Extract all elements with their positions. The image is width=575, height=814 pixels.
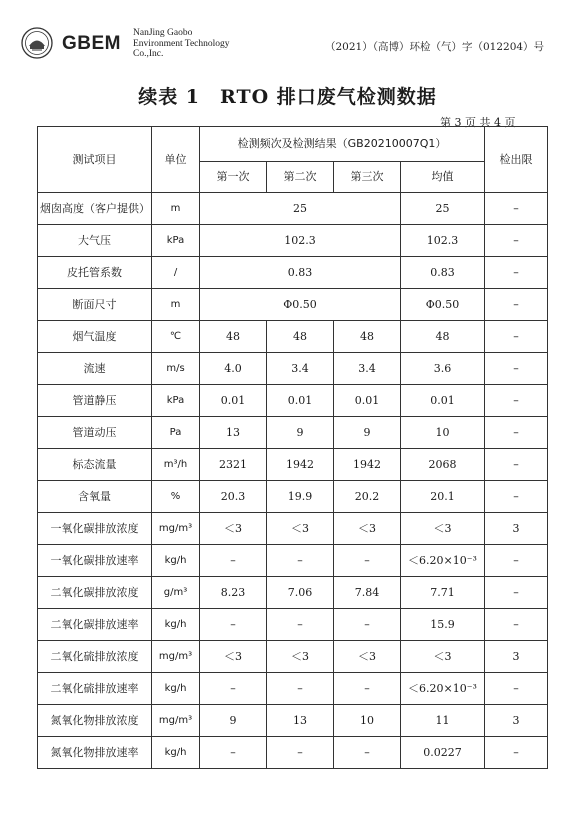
row-unit: mg/m³ [152,513,200,545]
header-results: 检测频次及检测结果（GB20210007Q1） [200,127,485,162]
row-limit: – [485,417,548,449]
row-value-third: – [334,737,401,769]
row-value-mean: 3.6 [401,353,485,385]
table-row [38,257,548,289]
row-value-first: 0.01 [200,385,267,417]
table-row [38,513,548,545]
row-value-first: 13 [200,417,267,449]
row-value-third: 3.4 [334,353,401,385]
row-value-third: – [334,609,401,641]
row-value-mean: 15.9 [401,609,485,641]
row-unit: mg/m³ [152,641,200,673]
row-limit: – [485,481,548,513]
row-limit: 3 [485,705,548,737]
row-limit: – [485,737,548,769]
row-value-first: – [200,545,267,577]
row-value-third: – [334,673,401,705]
emission-data-table [37,126,548,769]
row-value-third: 1942 [334,449,401,481]
row-unit: kg/h [152,737,200,769]
row-value-merged: 102.3 [200,225,401,257]
row-unit: ℃ [152,321,200,353]
row-limit: – [485,353,548,385]
row-value-second: 9 [267,417,334,449]
row-value-merged: Φ0.50 [200,289,401,321]
row-value-second: ＜3 [267,513,334,545]
row-value-first: 48 [200,321,267,353]
row-item: 烟囱高度（客户提供） [38,193,152,225]
header-second: 第二次 [267,162,334,193]
row-item: 管道动压 [38,417,152,449]
row-value-first: 2321 [200,449,267,481]
row-value-mean: 0.01 [401,385,485,417]
row-item: 二氧化碳排放速率 [38,609,152,641]
row-value-second: 19.9 [267,481,334,513]
header-item: 测试项目 [38,127,152,193]
company-name [133,28,230,60]
row-value-second: – [267,545,334,577]
row-value-mean: 25 [401,193,485,225]
row-unit: m/s [152,353,200,385]
row-item: 管道静压 [38,385,152,417]
table-row [38,481,548,513]
row-value-mean: ＜6.20×10⁻³ [401,545,485,577]
table-row [38,385,548,417]
header-unit: 单位 [152,127,200,193]
table-row [38,705,548,737]
row-unit: mg/m³ [152,705,200,737]
row-value-first: ＜3 [200,641,267,673]
row-value-mean: 20.1 [401,481,485,513]
row-value-third: 48 [334,321,401,353]
row-limit: 3 [485,641,548,673]
row-unit: / [152,257,200,289]
company-name-line: Environment Technology [133,38,230,49]
table-row [38,577,548,609]
row-limit: – [485,673,548,705]
row-value-third: 10 [334,705,401,737]
row-value-second: 7.06 [267,577,334,609]
row-unit: m³/h [152,449,200,481]
company-seal-logo [21,27,53,59]
row-value-mean: 102.3 [401,225,485,257]
company-name-line: NanJing Gaobo [133,28,193,38]
table-row [38,673,548,705]
header-third: 第三次 [334,162,401,193]
row-value-first: 20.3 [200,481,267,513]
table-row [38,641,548,673]
row-value-second: – [267,737,334,769]
row-value-third: 7.84 [334,577,401,609]
row-limit: – [485,225,548,257]
row-value-mean: ＜3 [401,641,485,673]
row-unit: kg/h [152,609,200,641]
table-row [38,417,548,449]
row-value-mean: 7.71 [401,577,485,609]
row-value-first: 9 [200,705,267,737]
row-item: 一氧化碳排放速率 [38,545,152,577]
row-limit: – [485,545,548,577]
row-unit: g/m³ [152,577,200,609]
table-row [38,289,548,321]
row-value-mean: 10 [401,417,485,449]
row-value-second: – [267,609,334,641]
row-item: 含氧量 [38,481,152,513]
row-value-second: 1942 [267,449,334,481]
table-row [38,321,548,353]
header-first: 第一次 [200,162,267,193]
row-limit: 3 [485,513,548,545]
document-number: （2021）（高博）环检（气）字（012204）号 [325,41,545,53]
header-limit: 检出限 [485,127,548,193]
row-unit: m [152,289,200,321]
row-limit: – [485,257,548,289]
row-unit: kg/h [152,673,200,705]
row-value-third: – [334,545,401,577]
table-row [38,737,548,769]
row-value-third: 0.01 [334,385,401,417]
row-item: 二氧化硫排放浓度 [38,641,152,673]
row-item: 流速 [38,353,152,385]
row-item: 氮氧化物排放速率 [38,737,152,769]
table-row [38,193,548,225]
row-item: 氮氧化物排放浓度 [38,705,152,737]
row-limit: – [485,577,548,609]
row-limit: – [485,321,548,353]
table-row [38,545,548,577]
row-item: 二氧化硫排放速率 [38,673,152,705]
row-item: 断面尺寸 [38,289,152,321]
row-item: 标态流量 [38,449,152,481]
row-value-first: 8.23 [200,577,267,609]
row-value-third: ＜3 [334,641,401,673]
row-unit: kPa [152,385,200,417]
row-value-mean: 2068 [401,449,485,481]
table-row [38,353,548,385]
row-value-mean: 0.0227 [401,737,485,769]
row-value-second: 3.4 [267,353,334,385]
row-value-third: ＜3 [334,513,401,545]
row-value-first: ＜3 [200,513,267,545]
row-value-merged: 0.83 [200,257,401,289]
company-name-line: Co.,Inc. [133,49,164,59]
row-value-mean: 0.83 [401,257,485,289]
row-value-third: 20.2 [334,481,401,513]
row-unit: m [152,193,200,225]
row-item: 烟气温度 [38,321,152,353]
row-limit: – [485,449,548,481]
row-limit: – [485,289,548,321]
row-value-first: – [200,609,267,641]
header-mean: 均值 [401,162,485,193]
row-value-mean: ＜3 [401,513,485,545]
row-unit: Pa [152,417,200,449]
row-limit: – [485,385,548,417]
row-unit: kg/h [152,545,200,577]
row-limit: – [485,609,548,641]
row-value-merged: 25 [200,193,401,225]
row-value-third: 9 [334,417,401,449]
page-info: 第 3 页 共 4 页 [440,116,516,129]
row-item: 皮托管系数 [38,257,152,289]
row-value-second: 0.01 [267,385,334,417]
row-item: 二氧化碳排放浓度 [38,577,152,609]
row-item: 一氧化碳排放浓度 [38,513,152,545]
row-value-mean: ＜6.20×10⁻³ [401,673,485,705]
row-value-second: ＜3 [267,641,334,673]
row-value-mean: 11 [401,705,485,737]
row-value-first: – [200,673,267,705]
row-item: 大气压 [38,225,152,257]
row-unit: % [152,481,200,513]
row-value-mean: Φ0.50 [401,289,485,321]
table-row [38,609,548,641]
row-unit: kPa [152,225,200,257]
row-value-second: – [267,673,334,705]
table-row [38,449,548,481]
row-value-first: – [200,737,267,769]
row-limit: – [485,193,548,225]
table-row [38,225,548,257]
row-value-first: 4.0 [200,353,267,385]
row-value-second: 13 [267,705,334,737]
row-value-mean: 48 [401,321,485,353]
row-value-second: 48 [267,321,334,353]
page-title: 续表 1 RTO 排口废气检测数据 [138,86,437,108]
company-logo-text: GBEM [62,33,121,54]
